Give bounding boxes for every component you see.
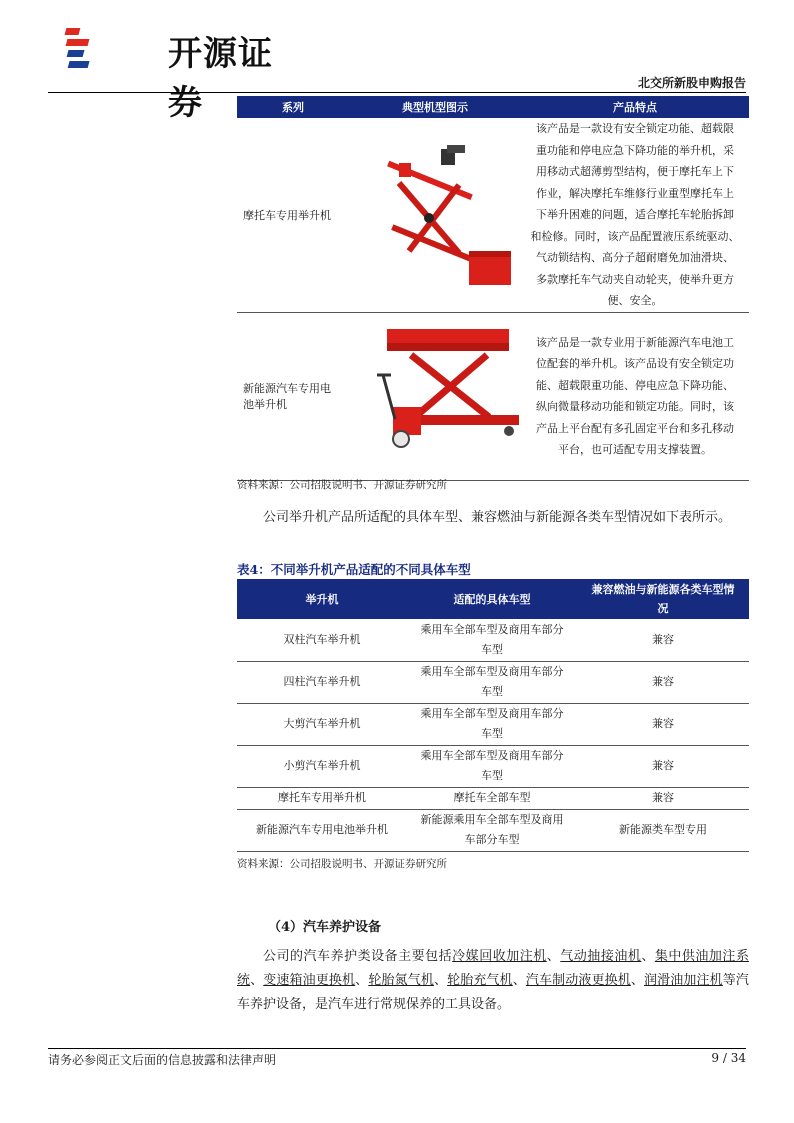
lift-name: 双柱汽车举升机 <box>237 619 407 661</box>
equipment-item: 集中供油加注系统 <box>237 949 749 988</box>
product-image <box>349 312 521 480</box>
logo-mark-icon <box>64 22 104 74</box>
table-row <box>237 118 749 312</box>
col-header-compat: 兼容燃油与新能源各类车型情 况 <box>577 579 749 619</box>
table-row <box>237 809 749 851</box>
compatibility: 新能源类车型专用 <box>577 809 749 851</box>
lift-compatibility-table <box>237 579 749 852</box>
header-divider <box>48 92 746 93</box>
vehicle-models: 新能源乘用车全部车型及商用 车部分车型 <box>407 809 577 851</box>
series-name: 新能源汽车专用电 池举升机 <box>237 312 349 480</box>
table2-source: 资料来源：公司招股说明书、开源证券研究所 <box>237 858 447 870</box>
body-paragraph: 公司举升机产品所适配的具体车型、兼容燃油与新能源各类车型情况如下表所示。 <box>263 510 732 525</box>
lift-name: 四柱汽车举升机 <box>237 661 407 703</box>
table-row <box>237 661 749 703</box>
col-header-image: 典型机型图示 <box>349 96 521 118</box>
product-image <box>349 118 521 312</box>
compatibility: 兼容 <box>577 787 749 809</box>
table1-source: 资料来源：公司招股说明书、开源证券研究所 <box>237 479 447 491</box>
vehicle-models: 乘用车全部车型及商用车部分 车型 <box>407 703 577 745</box>
product-features: 该产品是一款设有安全锁定功能、超载限 重功能和停电应急下降功能的举升机，采 用移动式超薄剪型结构，便于摩托车上下 作业，解决摩托车维修行业重型摩托车上 下举升困难的问题，适合摩托车轮胎拆卸 和检修。同时，该产品配置液压系统驱动、 气动锁结构、高分子超耐磨免加油滑块、 多款摩托车气动夹自动轮夹，使举升更方 便、安全。 <box>521 118 749 312</box>
compatibility: 兼容 <box>577 619 749 661</box>
page-number: 9 / 34 <box>711 1051 746 1065</box>
compatibility: 兼容 <box>577 703 749 745</box>
col-header-series: 系列 <box>237 96 349 118</box>
report-type: 北交所新股申购报告 <box>637 76 746 90</box>
brand-name: 开源证券 <box>168 34 273 123</box>
col-header-models: 适配的具体车型 <box>407 579 577 619</box>
vehicle-models: 乘用车全部车型及商用车部分 车型 <box>407 745 577 787</box>
compatibility: 兼容 <box>577 661 749 703</box>
table-row <box>237 745 749 787</box>
battery-lift-image <box>349 315 521 475</box>
table-row <box>237 703 749 745</box>
table-row <box>237 312 749 480</box>
section-title: （4）汽车养护设备 <box>268 920 382 935</box>
series-name: 摩托车专用举升机 <box>237 118 349 312</box>
equipment-item: 汽车制动液更换机 <box>525 973 631 988</box>
equipment-item: 冷媒回收加注机 <box>452 949 547 964</box>
motorcycle-lift-image <box>349 123 521 303</box>
footer-divider <box>48 1048 746 1049</box>
disclaimer: 请务必参阅正文后面的信息披露和法律声明 <box>48 1053 277 1067</box>
lift-name: 摩托车专用举升机 <box>237 787 407 809</box>
col-header-features: 产品特点 <box>521 96 749 118</box>
product-table <box>237 96 749 481</box>
col-header-lift: 举升机 <box>237 579 407 619</box>
lift-name: 小剪汽车举升机 <box>237 745 407 787</box>
equipment-item: 轮胎氮气机 <box>368 973 434 988</box>
equipment-item: 轮胎充气机 <box>447 973 513 988</box>
product-features: 该产品是一款专业用于新能源汽车电池工 位配套的举升机。该产品设有安全锁定功 能、超载限重功能、停电应急下降功能、 纵向微量移动功能和锁定功能。同时，该 产品上平台配有多孔固定平台和多孔移动 平台，也可适配专用支撑装置。 <box>521 312 749 480</box>
equipment-item: 变速箱油更换机 <box>263 973 356 988</box>
lift-name: 新能源汽车专用电池举升机 <box>237 809 407 851</box>
compatibility: 兼容 <box>577 745 749 787</box>
table-row <box>237 619 749 661</box>
vehicle-models: 乘用车全部车型及商用车部分 车型 <box>407 661 577 703</box>
table2-caption: 表4：不同举升机产品适配的不同具体车型 <box>237 562 471 577</box>
table-row <box>237 787 749 809</box>
equipment-item: 润滑油加注机 <box>644 973 723 988</box>
lift-name: 大剪汽车举升机 <box>237 703 407 745</box>
section-paragraph: 公司的汽车养护类设备主要包括冷媒回收加注机、气动抽接油机、集中供油加注系统、变速箱油更换机、轮胎氮气机、轮胎充气机、汽车制动液更换机、润滑油加注机等汽车养护设备，是汽车进行常规保养的工具设备。 <box>237 949 749 1012</box>
vehicle-models: 摩托车全部车型 <box>407 787 577 809</box>
equipment-item: 气动抽接油机 <box>560 949 642 964</box>
vehicle-models: 乘用车全部车型及商用车部分 车型 <box>407 619 577 661</box>
